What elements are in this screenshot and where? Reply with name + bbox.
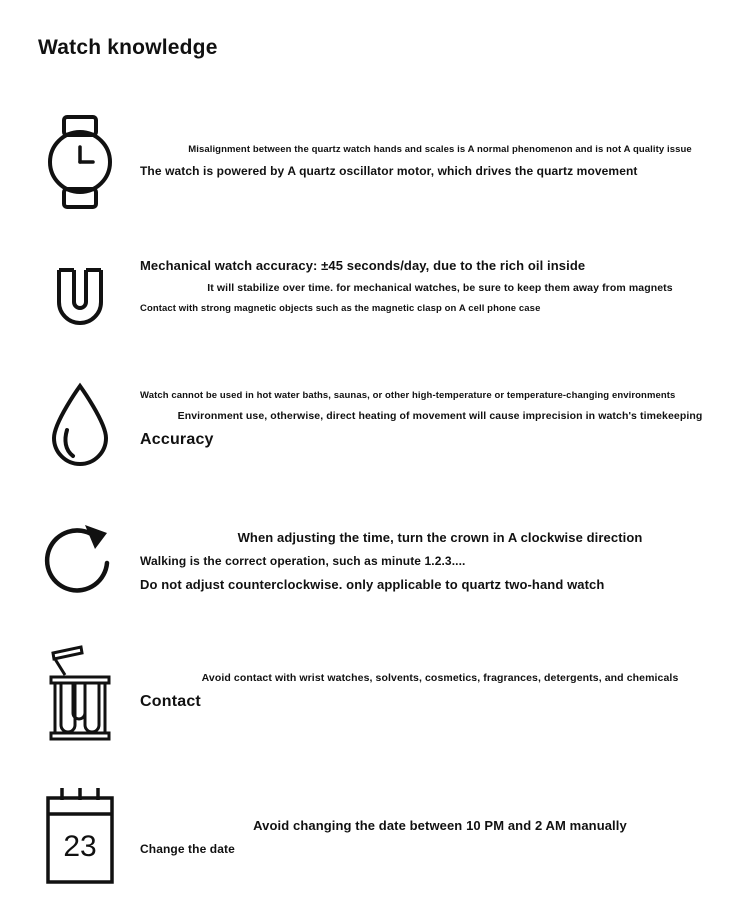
date-text-block — [140, 818, 740, 856]
clockwise-arrow-icon — [36, 516, 124, 612]
line-text: Environment use, otherwise, direct heating of movement will cause imprecision in watch's timekeeping — [177, 410, 703, 422]
magnet-text-block — [140, 258, 740, 314]
line-heading: Accuracy — [140, 431, 214, 448]
page-title: Watch knowledge — [38, 36, 218, 59]
quartz-text-block — [140, 144, 740, 178]
line-text: Do not adjust counterclockwise. only applicable to quartz two-hand watch — [140, 577, 605, 592]
line-text: The watch is powered by A quartz oscillator motor, which drives the quartz movement — [140, 164, 638, 178]
calendar-day-number: 23 — [63, 830, 97, 863]
line-text: Contact with strong magnetic objects such as the magnetic clasp on A cell phone case — [140, 303, 541, 314]
line-text: Walking is the correct operation, such as minute 1.2.3.... — [140, 554, 466, 568]
magnet-icon — [36, 250, 124, 346]
contact-text-block — [140, 672, 740, 711]
watch-icon — [36, 112, 124, 212]
line-text: It will stabilize over time. for mechanical watches, be sure to keep them away from magnets — [207, 282, 673, 294]
test-tubes-icon — [36, 640, 124, 750]
crown-text-block — [140, 530, 740, 592]
line-text: Mechanical watch accuracy: ±45 seconds/day, due to the rich oil inside — [140, 258, 586, 273]
line-heading: Contact — [140, 693, 201, 710]
line-text: Avoid contact with wrist watches, solvents, cosmetics, fragrances, detergents, and chemicals — [201, 672, 679, 684]
line-text: Watch cannot be used in hot water baths, saunas, or other high-temperature or temperature-changing environments — [140, 390, 676, 401]
line-text: Misalignment between the quartz watch hands and scales is A normal phenomenon and is not A quality issue — [188, 144, 692, 155]
line-text: When adjusting the time, turn the crown in A clockwise direction — [237, 530, 643, 545]
water-text-block — [140, 390, 740, 449]
line-text: Change the date — [140, 842, 235, 856]
calendar-icon — [36, 782, 124, 892]
line-text: Avoid changing the date between 10 PM and 2 AM manually — [253, 818, 627, 833]
water-drop-icon — [36, 376, 124, 476]
